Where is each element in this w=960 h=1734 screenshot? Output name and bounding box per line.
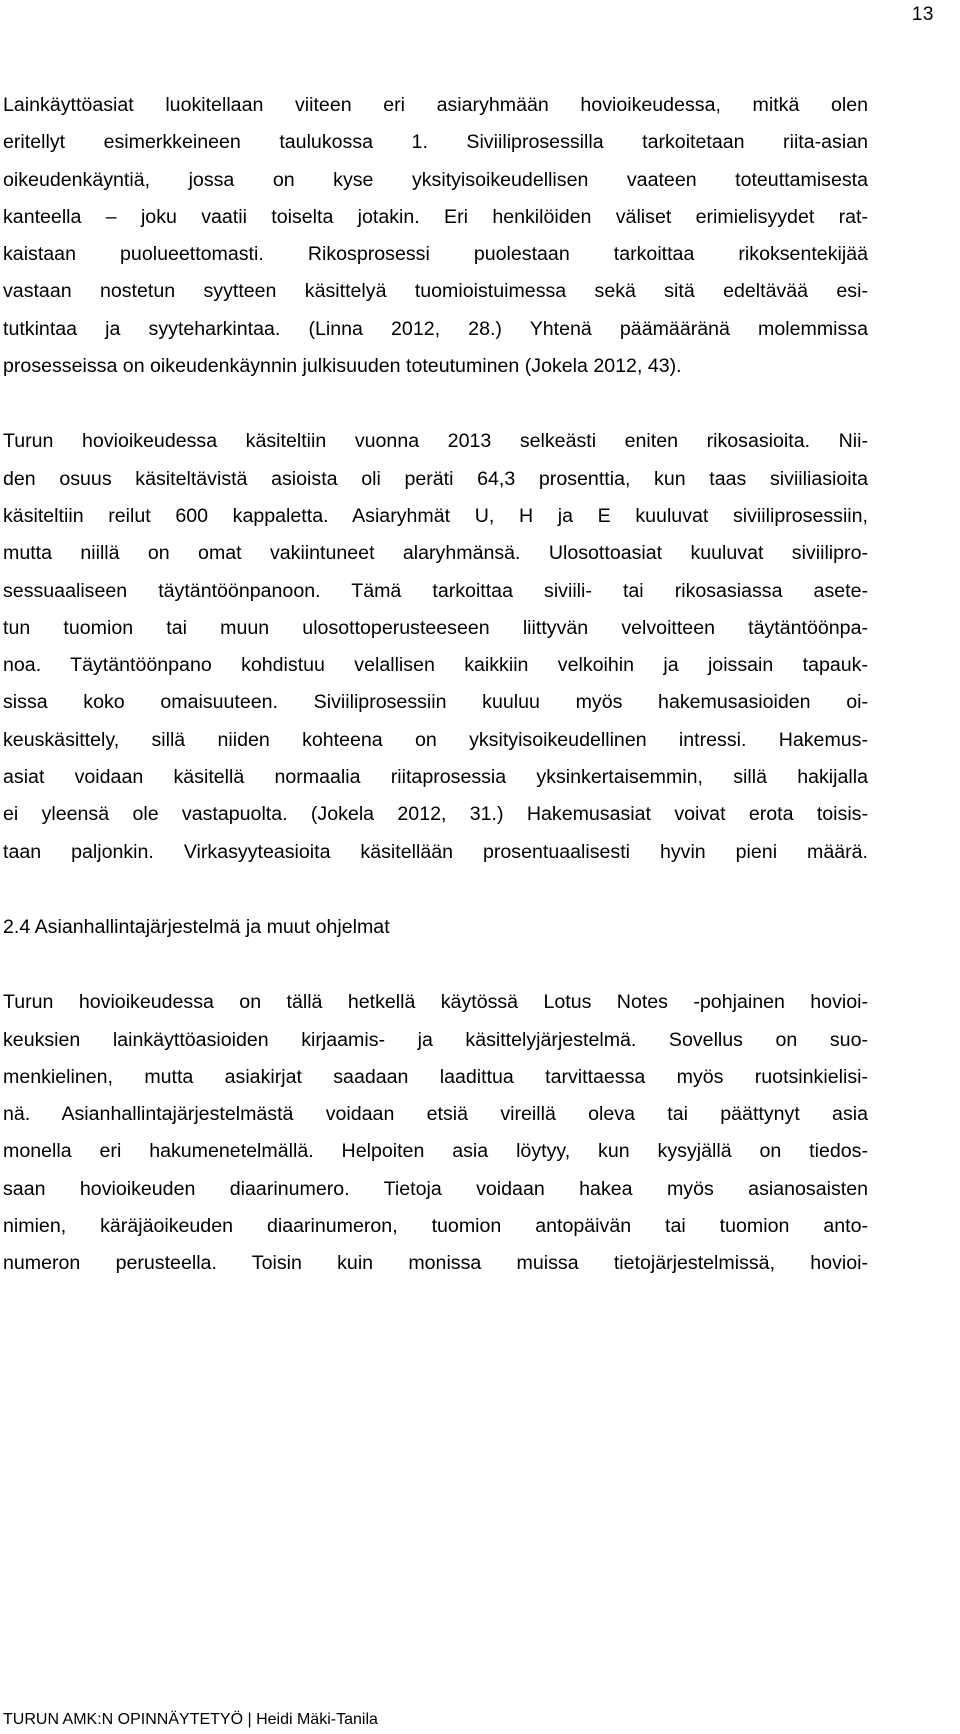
text-line: ei yleensä ole vastapuolta. (Jokela 2012, 31.) Hakemusasiat voivat erota toisis- [3,803,868,826]
text-line: numeron perusteella. Toisin kuin monissa muissa tietojärjestelmissä, hovioi- [3,1252,868,1275]
text-line: eritellyt esimerkkeineen taulukossa 1. Siviiliprosessilla tarkoitetaan riita-asian [3,131,868,154]
text-line: kanteella – joku vaatii toiselta jotakin. Eri henkilöiden väliset erimielisyydet rat- [3,205,868,228]
text-line: vastaan nostetun syytteen käsittelyä tuomioistuimessa sekä sitä edeltävää esi- [3,280,868,303]
text-line: menkielinen, mutta asiakirjat saadaan laadittua tarvittaessa myös ruotsinkielisi- [3,1065,868,1088]
text-line: tutkintaa ja syyteharkintaa. (Linna 2012, 28.) Yhtenä päämääränä molemmissa [3,317,868,340]
page-number: 13 [911,4,934,25]
text-line: sessuaaliseen täytäntöönpanoon. Tämä tarkoittaa siviili- tai rikosasiassa asete- [3,579,868,602]
text-line: nä. Asianhallintajärjestelmästä voidaan etsiä vireillä oleva tai päättynyt asia [3,1103,868,1126]
text-line: monella eri hakumenetelmällä. Helpoiten asia löytyy, kun kysyjällä on tiedos- [3,1140,868,1163]
text-line: keuksien lainkäyttöasioiden kirjaamis- ja käsittelyjärjestelmä. Sovellus on suo- [3,1028,868,1051]
text-line: nimien, käräjäoikeuden diaarinumeron, tuomion antopäivän tai tuomion anto- [3,1215,868,1238]
text-line: kaistaan puolueettomasti. Rikosprosessi puolestaan tarkoittaa rikoksentekijää [3,243,868,266]
text-line: den osuus käsiteltävistä asioista oli peräti 64,3 prosenttia, kun taas siviiliasioita [3,467,868,490]
text-line: sissa koko omaisuuteen. Siviiliprosessiin kuuluu myös hakemusasioiden oi- [3,691,868,714]
page-footer: TURUN AMK:N OPINNÄYTETYÖ | Heidi Mäki-Tanila [3,1711,378,1728]
section-heading: 2.4 Asianhallintajärjestelmä ja muut ohjelmat [3,915,390,938]
text-line: mutta niillä on omat vakiintuneet alaryhmänsä. Ulosottoasiat kuuluvat siviilipro- [3,542,868,565]
document-body [3,87,868,1283]
text-line: taan paljonkin. Virkasyyteasioita käsitellään prosentuaalisesti hyvin pieni määrä. [3,840,868,863]
text-line: asiat voidaan käsitellä normaalia riitaprosessia yksinkertaisemmin, sillä hakijalla [3,766,868,789]
text-line: tun tuomion tai muun ulosottoperusteeseen liittyvän velvoitteen täytäntöönpa- [3,616,868,639]
text-line: saan hovioikeuden diaarinumero. Tietoja voidaan hakea myös asianosaisten [3,1177,868,1200]
paragraph-case-categories [3,87,868,385]
text-line: oikeudenkäyntiä, jossa on kyse yksityisoikeudellisen vaateen toteuttamisesta [3,168,868,191]
text-line: Lainkäyttöasiat luokitellaan viiteen eri asiaryhmään hovioikeudessa, mitkä olen [3,94,868,116]
text-line: prosesseissa on oikeudenkäynnin julkisuuden toteutuminen (Jokela 2012, 43). [3,355,682,378]
text-line: Turun hovioikeudessa on tällä hetkellä käytössä Lotus Notes -pohjainen hovioi- [3,991,868,1014]
paragraph-turku-court-statistics [3,423,868,871]
text-line: keuskäsittely, sillä niiden kohteena on yksityisoikeudellinen intressi. Hakemus- [3,728,868,751]
text-line: Turun hovioikeudessa käsiteltiin vuonna 2013 selkeästi eniten rikosasioita. Nii- [3,430,868,453]
text-line: käsiteltiin reilut 600 kappaletta. Asiaryhmät U, H ja E kuuluvat siviiliprosessiin, [3,504,868,527]
paragraph-case-management-system [3,984,868,1282]
text-line: noa. Täytäntöönpano kohdistuu velallisen kaikkiin velkoihin ja joissain tapauk- [3,654,868,677]
